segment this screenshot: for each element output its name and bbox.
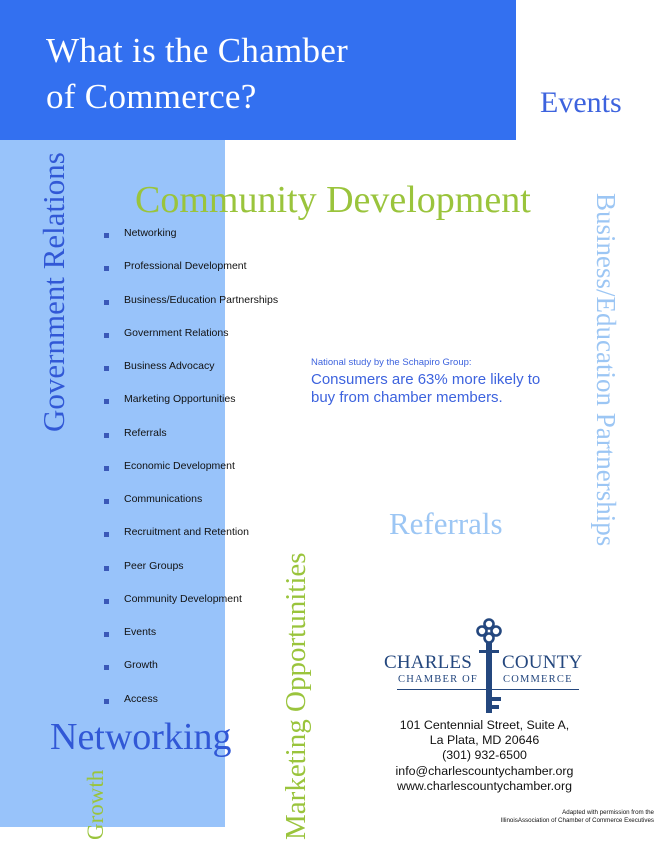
list-item bbox=[104, 693, 278, 726]
list-item bbox=[104, 659, 278, 692]
list-item-label: Business Advocacy bbox=[124, 360, 215, 372]
address-street: 101 Centennial Street, Suite A, bbox=[399, 718, 570, 732]
logo-rule bbox=[397, 689, 579, 690]
list-item-label: Growth bbox=[124, 659, 158, 672]
word-referrals: Referrals bbox=[389, 506, 503, 541]
list-item-label: Professional Development bbox=[124, 260, 247, 273]
list-item bbox=[104, 260, 278, 293]
word-growth: Growth bbox=[83, 769, 108, 840]
email-address: info@charlescountychamber.org bbox=[395, 763, 574, 778]
contact-block bbox=[368, 718, 601, 794]
logo-word-county: COUNTY bbox=[502, 652, 583, 673]
word-events: Events bbox=[540, 86, 622, 119]
bullet-icon bbox=[104, 599, 109, 604]
study-callout bbox=[311, 357, 541, 407]
credit-line-2: IllinoisAssociation of Chamber of Commerce Executives bbox=[500, 816, 654, 824]
website-address: www.charlescountychamber.org bbox=[397, 778, 572, 793]
bullet-icon bbox=[104, 333, 109, 338]
bullet-icon bbox=[104, 366, 109, 371]
list-item bbox=[104, 327, 278, 360]
phone-number: (301) 932-6500 bbox=[442, 748, 527, 763]
word-community-development: Community Development bbox=[135, 179, 531, 221]
bullet-icon bbox=[104, 433, 109, 438]
logo-word-commerce: COMMERCE bbox=[503, 674, 573, 685]
bullet-icon bbox=[104, 466, 109, 471]
list-item-label: Communications bbox=[124, 493, 203, 505]
bullet-icon bbox=[104, 399, 109, 404]
list-item-label: Events bbox=[124, 626, 157, 638]
address-city: La Plata, MD 20646 bbox=[429, 733, 540, 748]
word-networking: Networking bbox=[50, 716, 232, 758]
list-item-label: Access bbox=[124, 692, 158, 705]
word-government-relations: Government Relations bbox=[36, 152, 71, 432]
bullet-icon bbox=[104, 233, 109, 238]
list-item-label: Recruitment and Retention bbox=[124, 526, 249, 539]
study-title: National study by the Schapiro Group: bbox=[311, 357, 472, 368]
list-item bbox=[104, 593, 278, 626]
chamber-logo bbox=[384, 617, 590, 717]
benefits-list bbox=[104, 227, 278, 726]
bullet-icon bbox=[104, 300, 109, 305]
word-marketing-opportunities: Marketing Opportunities bbox=[280, 552, 312, 840]
bullet-icon bbox=[104, 632, 109, 637]
list-item bbox=[104, 460, 278, 493]
list-item bbox=[104, 294, 278, 327]
list-item bbox=[104, 360, 278, 393]
logo-word-chamber-of: CHAMBER OF bbox=[398, 674, 478, 685]
title-line-1: What is the Chamber bbox=[46, 31, 349, 70]
credit-note bbox=[430, 809, 654, 824]
page-title bbox=[46, 28, 486, 120]
logo-word-charles: CHARLES bbox=[384, 652, 472, 673]
list-item bbox=[104, 427, 278, 460]
list-item bbox=[104, 626, 278, 659]
credit-line-1: Adapted with permission from the bbox=[562, 809, 654, 816]
list-item-label: Referrals bbox=[124, 426, 167, 439]
bullet-icon bbox=[104, 699, 109, 704]
bullet-icon bbox=[104, 665, 109, 670]
list-item bbox=[104, 493, 278, 526]
bullet-icon bbox=[104, 532, 109, 537]
list-item-label: Peer Groups bbox=[124, 559, 184, 572]
list-item-label: Economic Development bbox=[124, 459, 235, 472]
study-text: Consumers are 63% more likely to buy from chamber members. bbox=[311, 371, 541, 406]
list-item-label: Government Relations bbox=[124, 326, 229, 339]
list-item-label: Community Development bbox=[124, 592, 242, 605]
bullet-icon bbox=[104, 266, 109, 271]
bullet-icon bbox=[104, 566, 109, 571]
list-item-label: Networking bbox=[124, 227, 177, 239]
list-item bbox=[104, 560, 278, 593]
title-line-2: of Commerce? bbox=[46, 77, 257, 116]
bullet-icon bbox=[104, 499, 109, 504]
list-item-label: Marketing Opportunities bbox=[124, 393, 236, 406]
key-icon bbox=[475, 617, 503, 717]
list-item bbox=[104, 227, 278, 260]
list-item bbox=[104, 393, 278, 426]
list-item-label: Business/Education Partnerships bbox=[124, 293, 279, 306]
list-item bbox=[104, 526, 278, 559]
word-business-education-partnerships: Business/Education Partnerships bbox=[591, 193, 621, 547]
